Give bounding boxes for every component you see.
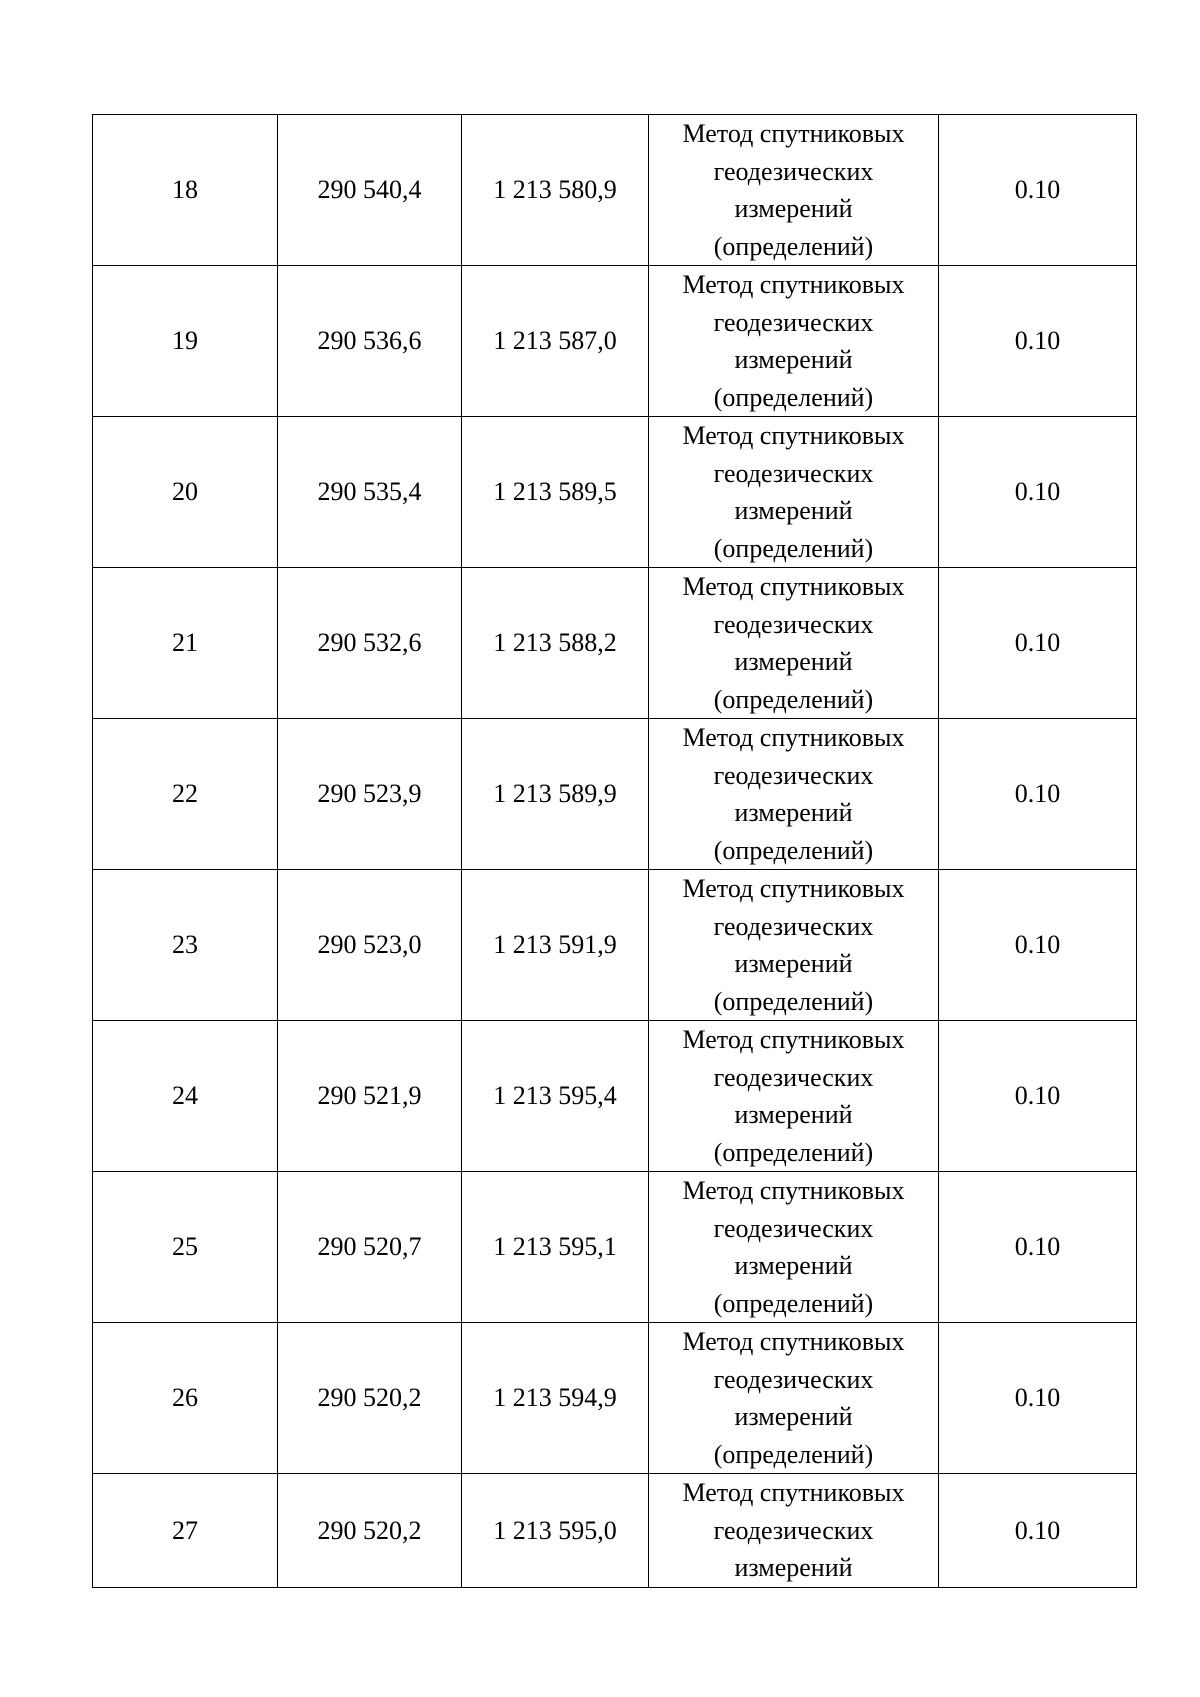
method-line: геодезических (713, 609, 874, 639)
method-line: геодезических (713, 1515, 874, 1545)
point-number-cell: 26 (93, 1323, 278, 1474)
point-number-cell: 20 (93, 417, 278, 568)
method-line: измерений (734, 949, 853, 978)
method-line: геодезических (713, 1213, 874, 1243)
table-row (93, 1021, 1137, 1172)
accuracy-cell: 0.10 (939, 417, 1137, 568)
coordinate-y-cell: 1 213 595,1 (462, 1172, 649, 1323)
method-line: измерений (734, 345, 853, 374)
method-cell (649, 1474, 939, 1588)
method-line: геодезических (713, 156, 874, 186)
method-line: измерений (734, 1100, 853, 1129)
method-line: геодезических (713, 911, 874, 941)
coordinate-x-cell: 290 523,0 (278, 870, 462, 1021)
method-cell (649, 1021, 939, 1172)
method-line: Метод спутниковых (682, 270, 905, 299)
point-number-cell: 27 (93, 1474, 278, 1588)
method-cell (649, 1323, 939, 1474)
coordinate-x-cell: 290 520,7 (278, 1172, 462, 1323)
method-cell (649, 417, 939, 568)
coordinates-table (92, 114, 1137, 1588)
method-line: (определений) (713, 1137, 874, 1167)
coordinate-y-cell: 1 213 588,2 (462, 568, 649, 719)
coordinate-y-cell: 1 213 595,0 (462, 1474, 649, 1588)
method-line: геодезических (713, 307, 874, 337)
coordinate-y-cell: 1 213 595,4 (462, 1021, 649, 1172)
table-row (93, 870, 1137, 1021)
method-line: измерений (734, 798, 853, 827)
accuracy-cell: 0.10 (939, 719, 1137, 870)
method-line: (определений) (713, 835, 874, 865)
method-cell (649, 115, 939, 266)
point-number-cell: 24 (93, 1021, 278, 1172)
coordinate-y-cell: 1 213 587,0 (462, 266, 649, 417)
accuracy-cell: 0.10 (939, 1172, 1137, 1323)
method-line: геодезических (713, 458, 874, 488)
coordinate-y-cell: 1 213 591,9 (462, 870, 649, 1021)
method-line: Метод спутниковых (682, 874, 905, 903)
point-number-cell: 21 (93, 568, 278, 719)
method-line: Метод спутниковых (682, 1176, 905, 1205)
method-line: (определений) (713, 1288, 874, 1318)
point-number-cell: 18 (93, 115, 278, 266)
coordinate-x-cell: 290 521,9 (278, 1021, 462, 1172)
method-line: измерений (734, 1402, 853, 1431)
table-row (93, 115, 1137, 266)
accuracy-cell: 0.10 (939, 1474, 1137, 1588)
coordinate-x-cell: 290 536,6 (278, 266, 462, 417)
table-row (93, 417, 1137, 568)
table-row (93, 1474, 1137, 1588)
coordinate-x-cell: 290 523,9 (278, 719, 462, 870)
coordinate-x-cell: 290 520,2 (278, 1323, 462, 1474)
coordinate-y-cell: 1 213 580,9 (462, 115, 649, 266)
method-line: (определений) (713, 533, 874, 563)
table-row (93, 719, 1137, 870)
method-line: (определений) (713, 684, 874, 714)
accuracy-cell: 0.10 (939, 568, 1137, 719)
method-line: Метод спутниковых (682, 1478, 905, 1507)
coordinate-y-cell: 1 213 589,5 (462, 417, 649, 568)
method-line: Метод спутниковых (682, 119, 905, 148)
point-number-cell: 22 (93, 719, 278, 870)
accuracy-cell: 0.10 (939, 1021, 1137, 1172)
method-line: (определений) (713, 231, 874, 261)
method-cell (649, 266, 939, 417)
point-number-cell: 25 (93, 1172, 278, 1323)
coordinate-x-cell: 290 540,4 (278, 115, 462, 266)
method-cell (649, 870, 939, 1021)
accuracy-cell: 0.10 (939, 115, 1137, 266)
method-line: измерений (734, 1251, 853, 1280)
table-row (93, 266, 1137, 417)
method-line: Метод спутниковых (682, 1327, 905, 1356)
method-line: измерений (734, 194, 853, 223)
method-line: Метод спутниковых (682, 723, 905, 752)
point-number-cell: 23 (93, 870, 278, 1021)
method-line: (определений) (713, 1439, 874, 1469)
coordinate-x-cell: 290 520,2 (278, 1474, 462, 1588)
coordinates-table-body (93, 115, 1137, 1588)
method-cell (649, 1172, 939, 1323)
accuracy-cell: 0.10 (939, 266, 1137, 417)
accuracy-cell: 0.10 (939, 870, 1137, 1021)
method-line: (определений) (713, 382, 874, 412)
method-cell (649, 568, 939, 719)
point-number-cell: 19 (93, 266, 278, 417)
method-line: измерений (734, 647, 853, 676)
method-line: геодезических (713, 760, 874, 790)
table-row (93, 568, 1137, 719)
table-row (93, 1323, 1137, 1474)
coordinate-x-cell: 290 535,4 (278, 417, 462, 568)
method-line: (определений) (713, 986, 874, 1016)
method-line: геодезических (713, 1364, 874, 1394)
coordinate-y-cell: 1 213 589,9 (462, 719, 649, 870)
accuracy-cell: 0.10 (939, 1323, 1137, 1474)
method-line: измерений (734, 1553, 853, 1582)
method-line: Метод спутниковых (682, 1025, 905, 1054)
method-line: измерений (734, 496, 853, 525)
method-line: Метод спутниковых (682, 421, 905, 450)
method-line: геодезических (713, 1062, 874, 1092)
method-line: Метод спутниковых (682, 572, 905, 601)
coordinate-y-cell: 1 213 594,9 (462, 1323, 649, 1474)
method-cell (649, 719, 939, 870)
table-row (93, 1172, 1137, 1323)
coordinate-x-cell: 290 532,6 (278, 568, 462, 719)
